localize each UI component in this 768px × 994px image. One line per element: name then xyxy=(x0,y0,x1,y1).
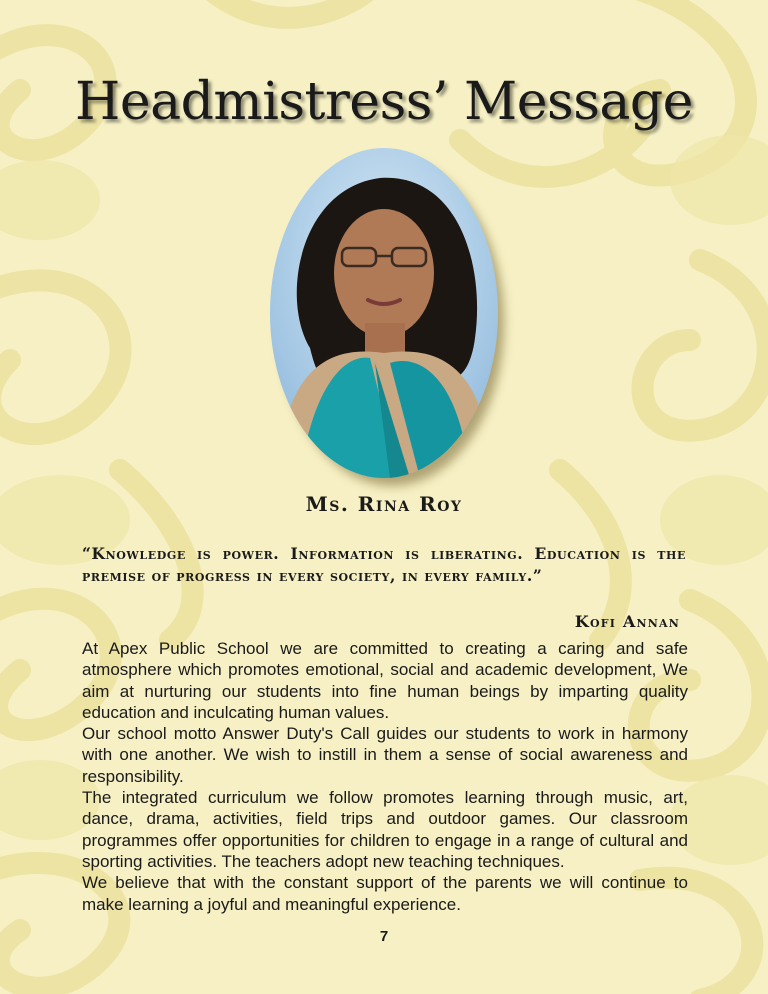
headmistress-name: Ms. Rina Roy xyxy=(305,492,463,516)
quote-text: “Knowledge is power. Information is liberating. Education is the premise of progress in every society, in every family.” xyxy=(82,544,686,585)
page-title: Headmistress’ Message xyxy=(75,72,693,132)
paragraph: We believe that with the constant support of the parents we will continue to make learning a joyful and meaningful experience. xyxy=(82,873,688,914)
portrait-frame xyxy=(270,148,498,478)
paragraph: At Apex Public School we are committed to creating a caring and safe atmosphere which promotes emotional, social and academic development, We aim at nurturing our students into fine human beings by imparting quality education and inculcating human values. xyxy=(82,639,688,722)
message-body xyxy=(82,638,688,915)
headmistress-portrait xyxy=(270,148,498,478)
paragraph: Our school motto Answer Duty's Call guides our students to work in harmony with one another. We wish to instill in them a sense of social awareness and responsibility. xyxy=(82,724,688,786)
quote-author: Kofi Annan xyxy=(574,612,680,631)
paragraph: The integrated curriculum we follow promotes learning through music, art, dance, drama, activities, field trips and outdoor games. Our classroom programmes offer opportunities for children to engage in a range of cultural and sporting activities. The teachers adopt new teaching techniques. xyxy=(82,788,688,871)
page-number: 7 xyxy=(379,928,389,945)
